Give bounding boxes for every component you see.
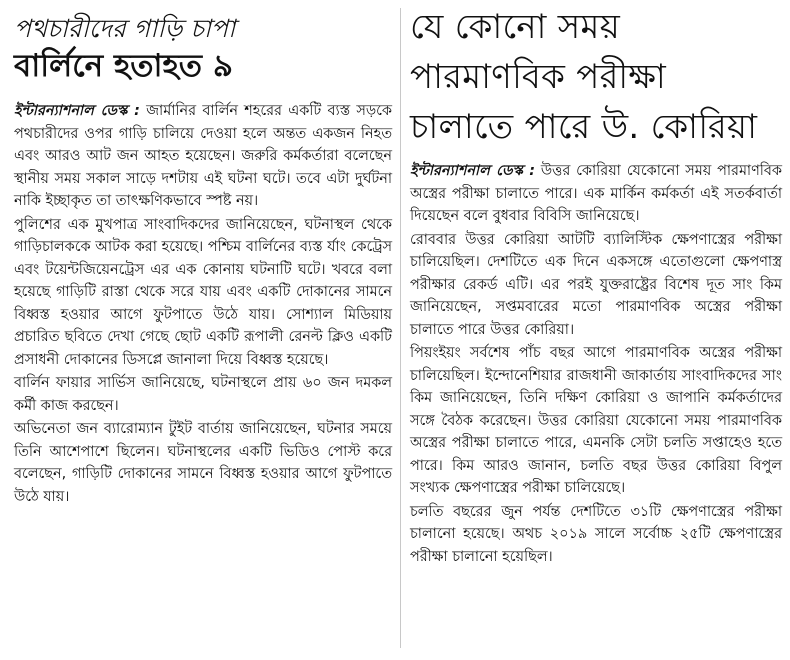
left-article-byline: ইন্টারন্যাশনাল ডেস্ক :: [14, 103, 140, 119]
left-article-paragraph-2: পুলিশের এক মুখপাত্র সাংবাদিকদের জানিয়েছেন, ঘটনাস্থল থেকে গাড়িচালককে আটক করা হয়েছে। পশ্চিম বার্লিনের ব্যস্ত র্যাং কেট্রেস এবং টয়েন্টজিয়েনট্রেস এর এক কোনায় ঘটনাটি ঘটে। খবরে বলা হয়েছে গাড়িটি রাস্তা থেকে সরে যায় এবং একটি দোকানের সামনে বিধ্বস্ত হওয়ার আগে ফুটপাতে উঠে যায়। সোশ্যাল মিডিয়ায় প্রচারিত ছবিতে দেখা গেছে ছোট একটি রূপালী রেনল্ট ক্লিও একটি প্রসাধনী দোকানের ডিসপ্লে জানালা দিয়ে বিধ্বস্ত হয়েছে।: [14, 216, 392, 368]
right-article-paragraph-1: [410, 160, 782, 228]
left-article-body: [14, 100, 392, 508]
right-article: [410, 0, 782, 569]
right-article-paragraph-4: চলতি বছরের জুন পর্যন্ত দেশটিতে ৩১টি ক্ষেপণাস্ত্রের পরীক্ষা চালানো হয়েছে। অথচ ২০১৯ সালে সর্বোচ্চ ২৫টি ক্ষেপণাস্ত্রের পরীক্ষা চালানো হয়েছিল।: [410, 503, 782, 565]
right-article-body: [410, 160, 782, 568]
right-article-paragraph-3: পিয়ংইয়ং সর্বশেষ পাঁচ বছর আগে পারমাণবিক অস্ত্রের পরীক্ষা চালিয়েছিল। ইন্দোনেশিয়ার রাজধানী জাকার্তায় সাংবাদিকদের সাং কিম জানিয়েছেন, তিনি দক্ষিণ কোরিয়া ও জাপানি কর্মকর্তাদের সঙ্গে বৈঠক করেছেন। উত্তর কোরিয়া যেকোনো সময় পারমাণবিক অস্ত্রের পরীক্ষা চালাতে পারে, এমনকি সেটা চলতি সপ্তাহেও হতে পারে। কিম আরও জানান, চলতি বছর উত্তর কোরিয়া বিপুল সংখ্যক ক্ষেপণাস্ত্রের পরীক্ষা চালিয়েছে।: [410, 345, 782, 496]
column-divider: [400, 8, 401, 648]
right-article-headline-line-1: যে কোনো সময়: [410, 7, 621, 47]
left-article: [14, 0, 392, 509]
left-article-headline: বার্লিনে হতাহত ৯: [14, 48, 233, 84]
right-article-paragraph-1-text: উত্তর কোরিয়া যেকোনো সময় পারমাণবিক অস্ত্রের পরীক্ষা চালাতে পারে। এক মার্কিন কর্মকর্তা এই সতর্কবার্তা দিয়েছেন বলে বুধবার বিবিসি জানিয়েছে।: [410, 163, 783, 224]
right-article-paragraph-2: রোববার উত্তর কোরিয়া আটটি ব্যালিস্টিক ক্ষেপণাস্ত্রের পরীক্ষা চালিয়েছিল। দেশটিতে এক দিনে একসঙ্গে এতোগুলো ক্ষেপণাস্ত্র পরীক্ষার রেকর্ড এটি। এর পরই যুক্তরাষ্ট্রের বিশেষ দূত সাং কিম জানিয়েছেন, সপ্তমবারের মতো পারমাণবিক অস্ত্রের পরীক্ষা চালাতে পারে উত্তর কোরিয়া।: [410, 231, 782, 338]
right-article-headline-line-3: চালাতে পারে উ. কোরিয়া: [410, 107, 758, 147]
left-article-paragraph-3: বার্লিন ফায়ার সার্ভিস জানিয়েছে, ঘটনাস্থলে প্রায় ৬০ জন দমকল কর্মী কাজ করছেন।: [14, 375, 392, 414]
right-article-byline: ইন্টারন্যাশনাল ডেস্ক :: [410, 163, 535, 179]
left-article-kicker: পথচারীদের গাড়ি চাপা: [14, 14, 236, 43]
left-article-paragraph-1: [14, 100, 392, 213]
left-article-paragraph-4: অভিনেতা জন ব্যারোম্যান টুইট বার্তায় জানিয়েছেন, ঘটনার সময়ে তিনি আশেপাশে ছিলেন। ঘটনাস্থলের একটি ভিডিও পোস্ট করে বলেছেন, গাড়িটি দোকানের সামনে বিধ্বস্ত হওয়ার আগে ফুটপাতে উঠে যায়।: [14, 421, 392, 505]
right-article-headline: [410, 2, 782, 152]
left-article-paragraph-1-text: জার্মানির বার্লিন শহরের একটি ব্যস্ত সড়কে পথচারীদের ওপর গাড়ি চালিয়ে দেওয়া হলে অন্তত একজন নিহত এবং আরও আট জন আহত হয়েছেন। জরুরি কর্মকর্তারা বলেছেন স্থানীয় সময় সকাল সাড়ে দশটায় এই ঘটনা ঘটে। তবে এটা দুর্ঘটনা নাকি ইচ্ছাকৃত তা তাৎক্ষণিকভাবে স্পষ্ট নয়।: [14, 103, 392, 209]
right-article-headline-line-2: পারমাণবিক পরীক্ষা: [410, 57, 667, 97]
